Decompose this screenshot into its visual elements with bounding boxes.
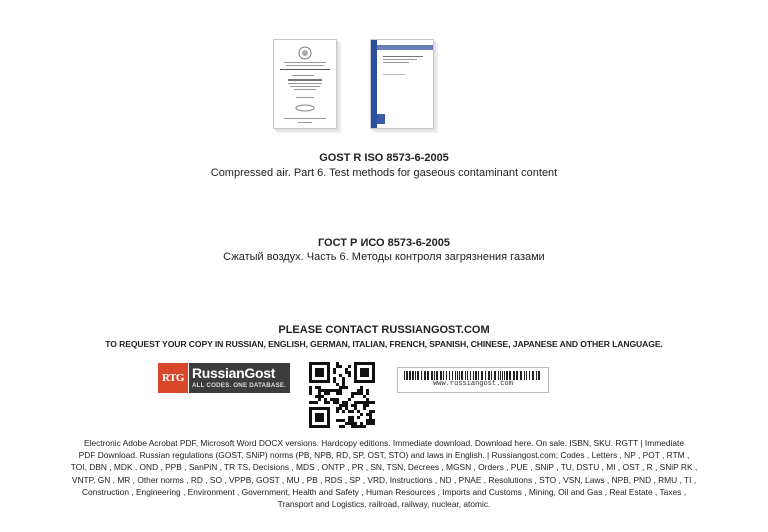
cover-top-bar	[377, 45, 433, 50]
document-cover-thumbnail-gost	[273, 39, 337, 129]
footer-text	[0, 437, 768, 510]
request-line: TO REQUEST YOUR COPY IN RUSSIAN, ENGLISH, GERMAN, ITALIAN, FRENCH, SPANISH, CHINESE, JAPANESE AND OTHER LANGUAGE.	[105, 339, 663, 349]
footer-line: PDF Download. Russian regulations (GOST, SNiP) norms (PB, NPB, RD, SP, OST, STO) and laws in English. | Russiangost.com; Codes , Letters , NP , POT , RTM ,	[78, 450, 690, 461]
barcode[interactable]	[397, 367, 549, 393]
barcode-text: www.russiangost.com	[433, 380, 513, 388]
qr-code[interactable]	[305, 362, 379, 428]
publisher-logo-icon	[295, 104, 315, 112]
russiangost-logo[interactable]	[158, 363, 290, 393]
logo-tagline: ALL CODES. ONE DATABASE.	[192, 382, 287, 389]
logo-mark: RTG	[158, 363, 188, 393]
logo-name-panel	[189, 363, 290, 393]
doc-subtitle-en: Compressed air. Part 6. Test methods for gaseous contaminant content	[210, 167, 558, 179]
doc-title-ru: ГОСТ Р ИСО 8573-6-2005	[317, 237, 451, 249]
footer-line: Construction , Engineering , Environment , Government, Health and Safety , Human Resources , Imports and Customs , Mining, Oil and Gas , Real Estate , Taxes ,	[81, 486, 687, 497]
footer-line: Transport and Logistics, railroad, railway, nuclear, atomic.	[277, 499, 491, 510]
doc-title-en: GOST R ISO 8573-6-2005	[319, 152, 449, 164]
footer-line: VNTP, GN , MR , Other norms , RD , SO , VPPB, GOST , MU , PB , RDS , SP , VRD, Instructions , ND , PNAE , Resolutions , STO , VSN, Laws , NPB, PND , RMU , TI ,	[71, 474, 697, 485]
document-cover-thumbnail-blue	[370, 39, 434, 129]
barcode-bars	[404, 371, 542, 380]
emblem-icon	[298, 46, 312, 60]
footer-line: Electronic Adobe Acrobat PDF, Microsoft Word DOCX versions. Hardcopy editions. Immediate download. Download here. On sale. ISBN, SKU. RGTT | Immediate	[84, 438, 684, 448]
cover-corner-block	[377, 114, 385, 124]
contact-heading: PLEASE CONTACT RUSSIANGOST.COM	[278, 324, 490, 336]
footer-line: TOI, DBN , MDK , OND , PPB , SanPiN , TR TS, Decisions , MDS , ONTP , PR , SN, TSN, Decrees , MGSN , Orders , PUE , SNiP , TU, DSTU , MI , OST , R , SNiP RK ,	[70, 462, 698, 473]
logo-name: RussianGost	[192, 365, 276, 381]
doc-subtitle-ru: Сжатый воздух. Часть 6. Методы контроля загрязнения газами	[223, 251, 545, 263]
